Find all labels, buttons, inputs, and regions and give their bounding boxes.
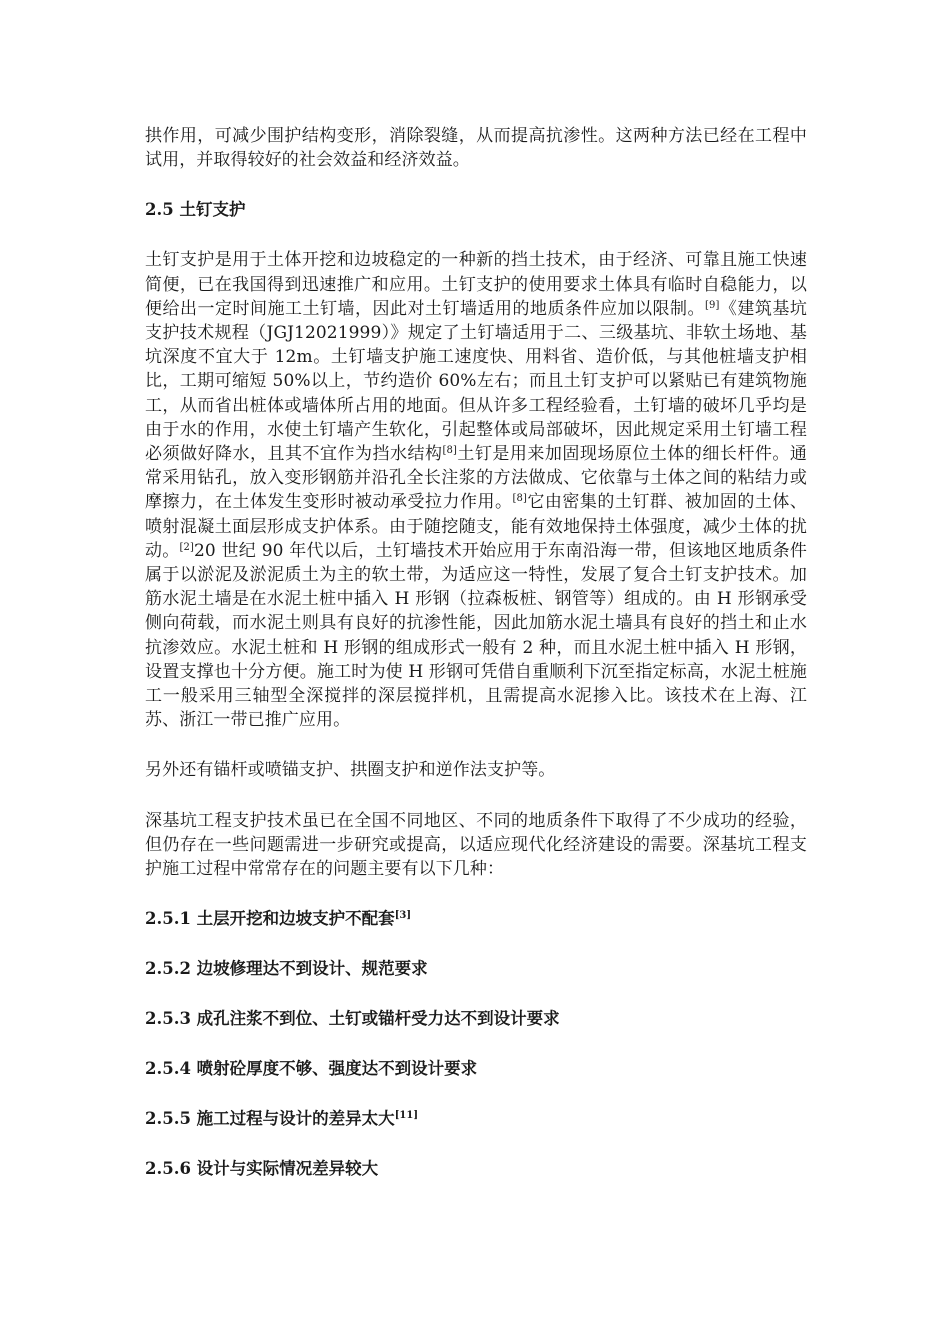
para-text: 它由密集的土钉群、被加固的土体、喷射混凝土面层形成支护体系。由于随挖随支，能有效地保持土体强度，减少土体的扰动。 <box>145 492 807 561</box>
subheading-2-5-6 <box>145 1157 807 1181</box>
subheading-2-5-5 <box>145 1107 807 1131</box>
para-text: 《建筑基坑支护技术规程（JGJ12021999）》规定了土钉墙适用于二、三级基坑、非软土场地、基坑深度不宜大于 12m。土钉墙支护施工速度快、用料省、造价低，与其他桩墙支护相比，工期可缩短 50%以上，节约造价 60%左右；而且土钉支护可以紧贴已有建筑物施工，从而省出桩体或墙体所占用的地面。但从许多工程经验看，土钉墙的破坏几乎均是由于水的作用，水使土钉墙产生软化，引起整体或局部破坏，因此规定采用土钉墙工程必须做好降水，且其不宜作为挡水结构 <box>145 298 808 465</box>
subheading-text: 2.5.2 边坡修理达不到设计、规范要求 <box>145 959 428 979</box>
citation: [8] <box>442 445 457 457</box>
para-text: 土钉是用来加固现场原位土体的细长杆件。通常采用钻孔，放入变形钢筋并沿孔全长注浆的方法做成、它依靠与土体之间的粘结力或摩擦力，在土体发生变形时被动承受拉力作用。 <box>145 444 807 513</box>
subheading-2-5-3 <box>145 1007 807 1031</box>
subheading-2-5-2 <box>145 957 807 981</box>
paragraph-intro: 拱作用，可减少围护结构变形，消除裂缝，从而提高抗渗性。这两种方法已经在工程中试用，并取得较好的社会效益和经济效益。 <box>145 126 807 171</box>
paragraph-soil-nailing <box>145 248 807 732</box>
citation: [3] <box>394 910 412 922</box>
citation: [9] <box>705 299 720 311</box>
subheading-2-5-4 <box>145 1057 807 1081</box>
subheading-text: 2.5.5 施工过程与设计的差异太大 <box>145 1109 395 1129</box>
citation: [2] <box>179 541 194 553</box>
section-heading-2-5: 2.5 土钉支护 <box>145 200 246 220</box>
subheading-2-5-1 <box>145 907 807 931</box>
para-text: 20 世纪 90 年代以后，土钉墙技术开始应用于东南沿海一带，但该地区地质条件属于以淤泥及淤泥质土为主的软土带，为适应这一特性，发展了复合土钉支护技术。加筋水泥土墙是在水泥土桩中插入 H 形钢（拉森板桩、钢管等）组成的。由 H 形钢承受侧向荷载，而水泥土则具有良好的抗渗性能，因此加筋水泥土墙具有良好的挡土和止水抗渗效应。水泥土桩和 H 形钢的组成形式一般有 2 种，而且水泥土桩中插入 H 形钢，设置支撑也十分方便。施工时为使 H 形钢可凭借自重顺利下沉至指定标高，水泥土桩施工一般采用三轴型全深搅拌的深层搅拌机，且需提高水泥掺入比。该技术在上海、江苏、浙江一带已推广应用。 <box>145 540 807 731</box>
paragraph-problems: 深基坑工程支护技术虽已在全国不同地区、不同的地质条件下取得了不少成功的经验，但仍存在一些问题需进一步研究或提高，以适应现代化经济建设的需要。深基坑工程支护施工过程中常常存在的问题主要有以下几种： <box>145 810 807 880</box>
citation: [11] <box>394 1110 419 1122</box>
citation: [8] <box>512 493 527 505</box>
document-page <box>145 124 807 1181</box>
subheading-text: 2.5.3 成孔注浆不到位、土钉或锚杆受力达不到设计要求 <box>145 1009 560 1029</box>
para-text: 土钉支护是用于土体开挖和边坡稳定的一种新的挡土技术，由于经济、可靠且施工快速简便，已在我国得到迅速推广和应用。土钉支护的使用要求土体具有临时自稳能力，以便给出一定时间施工土钉墙，因此对土钉墙适用的地质条件应加以限制。 <box>145 250 807 319</box>
subheading-text: 2.5.1 土层开挖和边坡支护不配套 <box>145 909 395 929</box>
subheading-text: 2.5.6 设计与实际情况差异较大 <box>145 1159 379 1179</box>
paragraph-other-methods: 另外还有锚杆或喷锚支护、拱圈支护和逆作法支护等。 <box>145 760 556 781</box>
subheading-text: 2.5.4 喷射砼厚度不够、强度达不到设计要求 <box>145 1059 478 1079</box>
